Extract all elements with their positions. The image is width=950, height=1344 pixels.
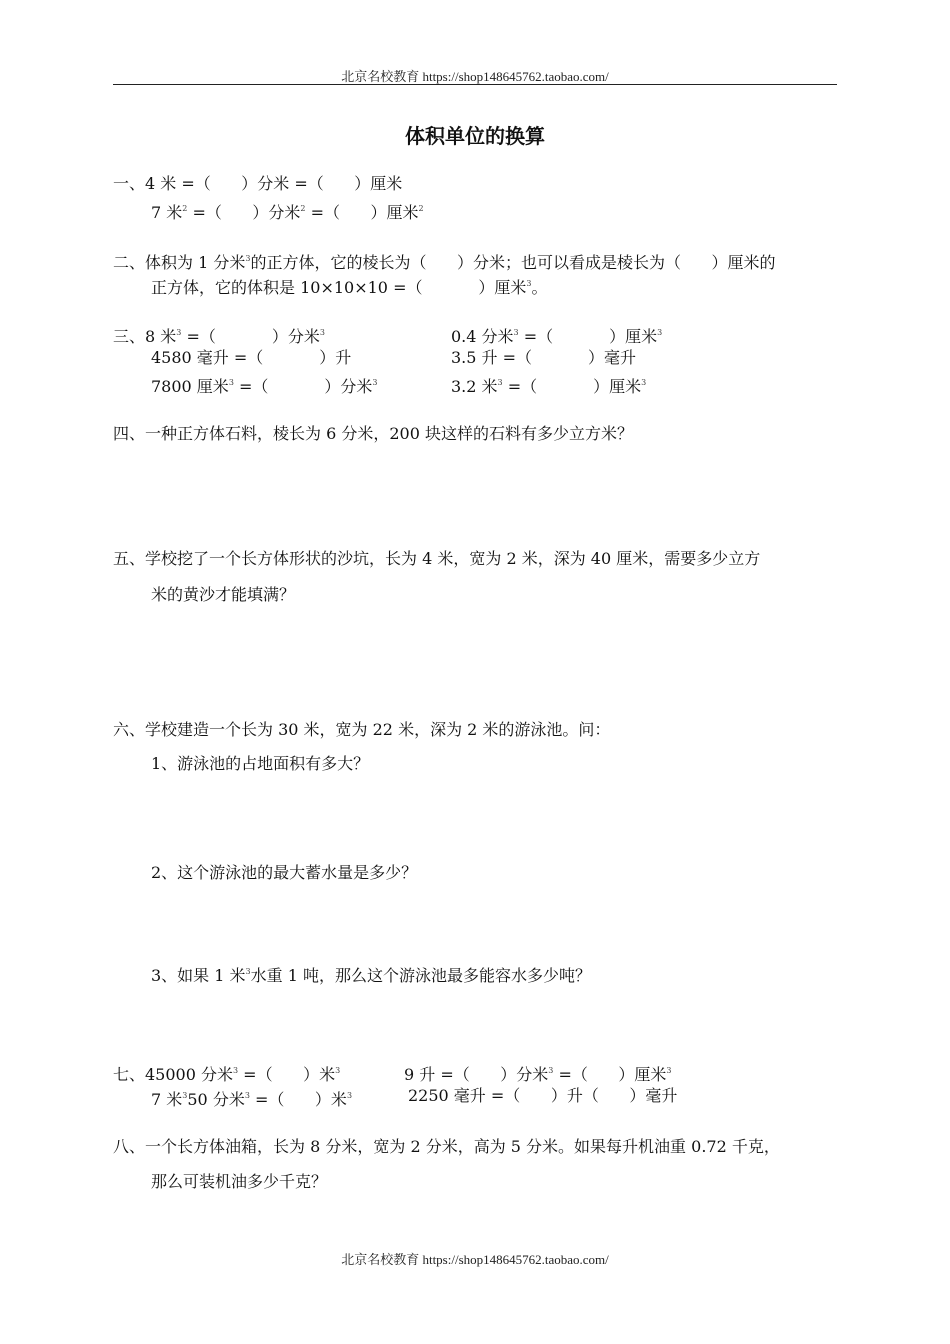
q4-text: 四、一种正方体石料，棱长为 6 分米，200 块这样的石料有多少立方米？ xyxy=(113,424,633,443)
page-footer: 北京名校教育 https://shop148645762.taobao.com/ xyxy=(341,1252,609,1267)
q7-b1 xyxy=(404,1060,671,1086)
q7-b2: 2250 毫升 =（ ）升（ ）毫升 xyxy=(408,1086,678,1105)
q3-sup: 3 xyxy=(372,378,378,387)
q2-line2 xyxy=(151,273,548,299)
q3-sup: 3 xyxy=(176,328,182,337)
page-title: 体积单位的换算 xyxy=(405,124,545,148)
q3-sup: 3 xyxy=(228,378,234,387)
q3-sup: 3 xyxy=(513,328,519,337)
q2-part-b: 的正方体，它的棱长为（ ）分米；也可以看成是棱长为（ ）厘米的 xyxy=(250,253,776,272)
q1-part-a: 7 米 xyxy=(151,203,183,222)
q3-b3-text: 3.2 米 xyxy=(451,377,498,396)
q7-a2-text: 7 米 xyxy=(151,1090,183,1109)
q7-a1-text: 七、45000 分米 xyxy=(113,1065,233,1084)
q7-a2-mid: 50 分米 xyxy=(187,1090,245,1109)
q8-line2: 那么可装机油多少千克？ xyxy=(151,1172,328,1191)
q5-line2: 米的黄沙才能填满？ xyxy=(151,585,296,604)
q3-a3-text: 7800 厘米 xyxy=(151,377,229,396)
q7-sup: 3 xyxy=(548,1066,554,1075)
q7-b1-blank: =（ ）厘米 xyxy=(553,1065,667,1084)
q6-sub3-a: 3、如果 1 米 xyxy=(151,966,246,985)
q3-b3-blank: =（ ）厘米 xyxy=(502,377,642,396)
q2-part-a: 二、体积为 1 分米 xyxy=(113,253,246,272)
q7-sup: 3 xyxy=(335,1066,341,1075)
q7-sup: 3 xyxy=(182,1091,188,1100)
q3-a1-text: 三、8 米 xyxy=(113,327,177,346)
q1-line2 xyxy=(151,198,424,224)
q3-b2: 3.5 升 =（ ）毫升 xyxy=(451,348,636,367)
q1-part-c: =（ ）厘米 xyxy=(305,203,419,222)
q2-sup: 3 xyxy=(526,279,532,288)
q2-line1 xyxy=(113,248,776,274)
q1-sup: 2 xyxy=(182,204,188,213)
q3-sup: 3 xyxy=(319,328,325,337)
q3-a3 xyxy=(151,372,377,398)
q7-a2-blank: =（ ）米 xyxy=(249,1090,347,1109)
header-rule xyxy=(113,84,837,85)
q7-sup: 3 xyxy=(233,1066,239,1075)
q1-line1: 一、4 米 =（ ）分米 =（ ）厘米 xyxy=(113,174,403,193)
q7-sup: 3 xyxy=(244,1091,250,1100)
q7-a1-blank: =（ ）米 xyxy=(238,1065,336,1084)
q7-sup: 3 xyxy=(346,1091,353,1100)
q6-sub1: 1、游泳池的占地面积有多大？ xyxy=(151,754,370,773)
q7-a1 xyxy=(113,1060,340,1086)
q3-b1 xyxy=(451,322,662,348)
q7-a2 xyxy=(151,1085,352,1111)
q3-sup: 3 xyxy=(657,328,663,337)
q3-a2: 4580 毫升 =（ ）升 xyxy=(151,348,352,367)
q6-sub2: 2、这个游泳池的最大蓄水量是多少？ xyxy=(151,863,418,882)
q1-sup: 2 xyxy=(300,204,306,213)
q7-b1-text: 9 升 =（ ）分米 xyxy=(404,1065,549,1084)
q8-line1: 八、一个长方体油箱，长为 8 分米，宽为 2 分米，高为 5 分米。如果每升机油重 0.72 千克， xyxy=(113,1137,780,1156)
q6-intro: 六、学校建造一个长为 30 米，宽为 22 米，深为 2 米的游泳池。问： xyxy=(113,720,611,739)
q1-part-b: =（ ）分米 xyxy=(187,203,301,222)
q2-sup: 3 xyxy=(245,254,251,263)
q3-a3-blank: =（ ）分米 xyxy=(233,377,373,396)
q3-a1 xyxy=(113,322,325,348)
q3-a1-blank: =（ ）分米 xyxy=(181,327,320,346)
q2-part-c: 正方体，它的体积是 10×10×10 =（ ）厘米 xyxy=(151,278,527,297)
q6-sup: 3 xyxy=(245,967,251,976)
q6-sub3 xyxy=(151,961,591,987)
q1-sup: 2 xyxy=(418,204,424,213)
q3-b1-blank: =（ ）厘米 xyxy=(518,327,658,346)
q3-sup: 3 xyxy=(641,378,647,387)
q5-line1: 五、学校挖了一个长方体形状的沙坑，长为 4 米，宽为 2 米，深为 40 厘米，需要多少立方 xyxy=(113,549,761,568)
page-header: 北京名校教育 https://shop148645762.taobao.com/ xyxy=(341,69,609,84)
q7-sup: 3 xyxy=(666,1066,672,1075)
q3-sup: 3 xyxy=(497,378,503,387)
q3-b1-text: 0.4 分米 xyxy=(451,327,514,346)
q6-sub3-b: 水重 1 吨，那么这个游泳池最多能容水多少吨？ xyxy=(250,966,591,985)
q2-part-d: 。 xyxy=(531,278,548,297)
q3-b3 xyxy=(451,372,646,398)
